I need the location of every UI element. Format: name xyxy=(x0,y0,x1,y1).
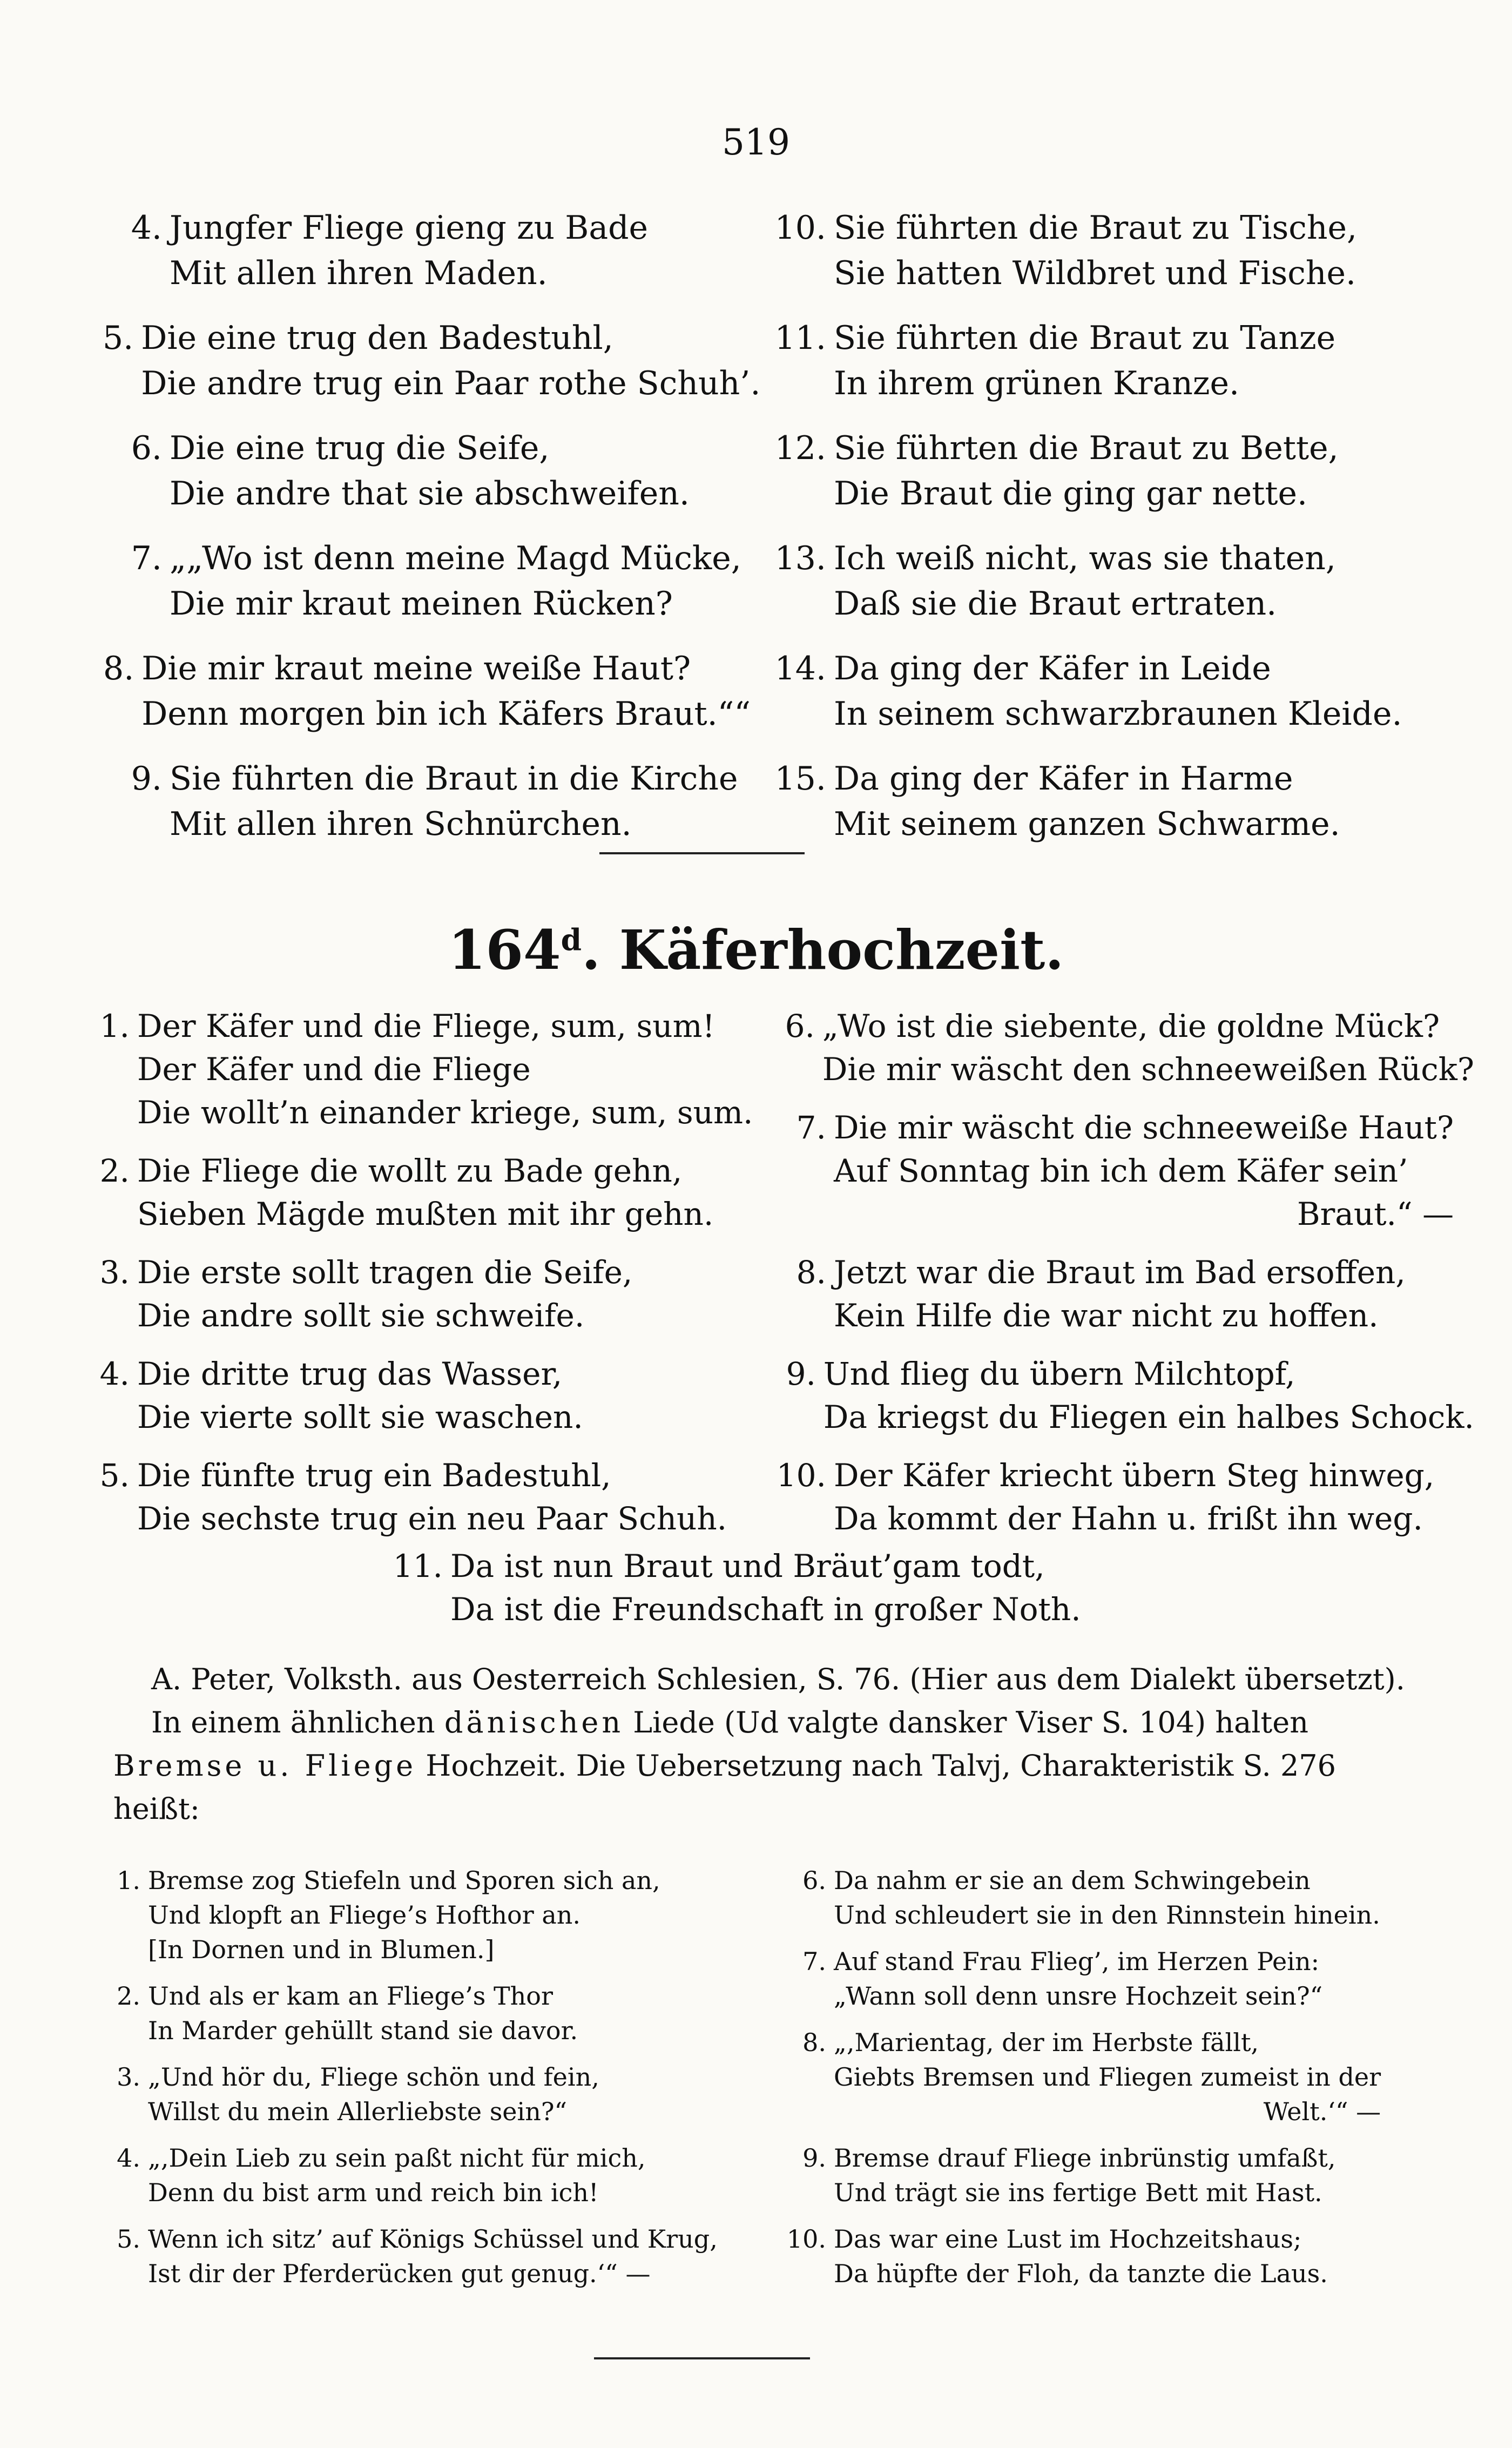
verse-line: Sie führten die Braut zu Tische, xyxy=(834,209,1358,247)
verse-line: Die andre trug ein Paar rothe Schuh’. xyxy=(141,365,761,402)
stanza-number: 6. xyxy=(131,429,162,467)
stanza-number: 1. xyxy=(117,1866,140,1895)
stanza-number: 10. xyxy=(786,2224,826,2254)
stanza-number: 10. xyxy=(774,209,826,247)
stanza-number: 7. xyxy=(802,1947,826,1976)
stanza-number: 10. xyxy=(776,1457,826,1494)
stanza xyxy=(103,205,751,296)
stanza-number: 13. xyxy=(774,539,826,577)
poem-column-left xyxy=(103,205,761,866)
verse-line: Und als er kam an Fliege’s Thor xyxy=(148,1981,553,2011)
stanza xyxy=(767,536,1442,626)
verse-line: Da ist die Freundschaft in großer Noth. xyxy=(450,1591,1081,1628)
stanza-number: 3. xyxy=(99,1254,130,1291)
song-heading xyxy=(0,918,1512,982)
verse-line: Und trägt sie ins fertige Bett mit Hast. xyxy=(834,2178,1322,2207)
stanza xyxy=(103,315,761,406)
stanza-number: 11. xyxy=(393,1548,443,1584)
stanza xyxy=(767,205,1442,296)
commentary xyxy=(113,1658,1420,1831)
stanza xyxy=(65,1352,767,1439)
verse-line: Bremse zog Stiefeln und Sporen sich an, xyxy=(148,1866,660,1895)
verse-line: In seinem schwarzbraunen Kleide. xyxy=(834,695,1402,733)
verse-line: Die Fliege die wollt zu Bade gehn, xyxy=(137,1152,683,1189)
verse-line: Die andre sollt sie schweife. xyxy=(137,1297,585,1334)
stanza-number: 2. xyxy=(117,1981,140,2011)
stanza-number: 5. xyxy=(99,1457,130,1494)
verse-line: Da nahm er sie an dem Schwingebein xyxy=(834,1866,1311,1895)
stanza xyxy=(65,1004,767,1134)
stanza-number: 4. xyxy=(99,1355,130,1392)
verse-line: Sieben Mägde mußten mit ihr gehn. xyxy=(137,1196,714,1232)
verse-line: Das war eine Lust im Hochzeitshaus; xyxy=(834,2224,1302,2254)
comparison-note: In einem ähnlichen dänischen Liede (Ud valgte dansker Viser S. 104) halten Bremse u. Fliege Hochzeit. Die Uebersetzung nach Talvj, Charakteristik S. 276 heißt: xyxy=(113,1705,1336,1826)
stanza-number: 5. xyxy=(117,2224,140,2254)
verse-line: Die vierte sollt sie waschen. xyxy=(137,1399,583,1435)
stanza xyxy=(103,756,751,847)
stanza xyxy=(65,1251,767,1337)
verse-line: Und schleudert sie in den Rinnstein hinein. xyxy=(834,1900,1380,1930)
verse-line: Denn morgen bin ich Käfers Braut.““ xyxy=(141,695,751,733)
translation-column-right xyxy=(767,1863,1431,2303)
verse-line: Und klopft an Fliege’s Hofthor an. xyxy=(148,1900,581,1930)
stanza-number: 9. xyxy=(786,1355,816,1392)
stanza xyxy=(761,1004,1474,1091)
verse-line: Der Käfer und die Fliege xyxy=(137,1051,531,1088)
verse-line: Die mir wäscht den schneeweißen Rück? xyxy=(822,1051,1474,1088)
stanza-number: 4. xyxy=(117,2143,140,2173)
verse-line: „„Wo ist denn meine Magd Mücke, xyxy=(170,539,741,577)
verse-line: Auf Sonntag bin ich dem Käfer sein’ xyxy=(834,1152,1408,1189)
final-stanza xyxy=(378,1545,1081,1631)
verse-line: Giebts Bremsen und Fliegen zumeist in der xyxy=(834,2062,1381,2092)
song-title: . Käferhochzeit. xyxy=(582,918,1064,982)
stanza xyxy=(761,1106,1474,1236)
stanza xyxy=(65,1454,767,1540)
stanza-number: 6. xyxy=(785,1008,815,1044)
song-column-left xyxy=(65,1004,767,1555)
verse-line: Ist dir der Pferderücken gut genug.‘“ — xyxy=(148,2259,651,2288)
verse-line: Auf stand Frau Flieg’, im Herzen Pein: xyxy=(834,1947,1320,1976)
stanza-number: 7. xyxy=(796,1109,826,1146)
stanza xyxy=(767,2222,1431,2291)
stanza xyxy=(767,1863,1431,1932)
song-number-sup: d xyxy=(561,922,582,957)
stanza-number: 9. xyxy=(802,2143,826,2173)
verse-line: Die mir wäscht die schneeweiße Haut? xyxy=(834,1109,1454,1146)
stanza-number: 8. xyxy=(103,650,134,687)
stanza xyxy=(767,315,1442,406)
verse-line-continuation: Braut.“ — xyxy=(1297,1196,1454,1232)
verse-line: Da kriegst du Fliegen ein halbes Schock. xyxy=(823,1399,1474,1435)
verse-line: Sie hatten Wildbret und Fische. xyxy=(834,254,1356,292)
stanza-number: 1. xyxy=(99,1008,130,1044)
stanza xyxy=(767,646,1442,737)
verse-line: Die fünfte trug ein Badestuhl, xyxy=(137,1457,611,1494)
verse-line: Mit allen ihren Schnürchen. xyxy=(170,805,632,843)
verse-line: Ich weiß nicht, was sie thaten, xyxy=(834,539,1336,577)
verse-line: In ihrem grünen Kranze. xyxy=(834,365,1240,402)
verse-line: Kein Hilfe die war nicht zu hoffen. xyxy=(834,1297,1379,1334)
verse-line: Bremse drauf Fliege inbrünstig umfaßt, xyxy=(834,2143,1336,2173)
stanza-number: 3. xyxy=(117,2062,140,2092)
verse-line: Und flieg du übern Milchtopf, xyxy=(823,1355,1295,1392)
stanza xyxy=(761,1352,1474,1439)
translation-column-left xyxy=(81,1863,772,2303)
stanza-number: 15. xyxy=(774,760,826,798)
section-divider xyxy=(599,852,805,854)
stanza-number: 9. xyxy=(131,760,162,798)
stanza xyxy=(767,1944,1431,2013)
stanza-number: 4. xyxy=(131,209,162,247)
verse-line: Die mir kraut meinen Rücken? xyxy=(170,585,673,623)
stanza-number: 7. xyxy=(131,539,162,577)
verse-line: Die andre that sie abschweifen. xyxy=(170,475,690,512)
stanza xyxy=(81,2141,772,2210)
stanza-number: 2. xyxy=(99,1152,130,1189)
stanza xyxy=(103,536,751,626)
end-divider xyxy=(594,2357,810,2359)
stanza xyxy=(767,2141,1431,2210)
verse-line: Der Käfer kriecht übern Steg hinweg, xyxy=(834,1457,1435,1494)
verse-line: Die mir kraut meine weiße Haut? xyxy=(141,650,691,687)
verse-line: „,Dein Lieb zu sein paßt nicht für mich, xyxy=(148,2143,646,2173)
verse-line-continuation: Welt.‘“ — xyxy=(1263,2097,1381,2126)
page-number: 519 xyxy=(722,122,790,163)
stanza-number: 6. xyxy=(802,1866,826,1895)
verse-line: Die eine trug die Seife, xyxy=(170,429,550,467)
verse-line: „Wann soll denn unsre Hochzeit sein?“ xyxy=(834,1981,1323,2011)
verse-line: „Und hör du, Fliege schön und fein, xyxy=(148,2062,599,2092)
verse-line: Wenn ich sitz’ auf Königs Schüssel und Krug, xyxy=(148,2224,718,2254)
song-column-right xyxy=(761,1004,1474,1555)
verse-line: Daß sie die Braut ertraten. xyxy=(834,585,1277,623)
stanza xyxy=(761,1251,1474,1337)
verse-line: Da ist nun Braut und Bräut’gam todt, xyxy=(450,1548,1045,1584)
verse-line: Jetzt war die Braut im Bad ersoffen, xyxy=(834,1254,1406,1291)
verse-line: Da hüpfte der Floh, da tanzte die Laus. xyxy=(834,2259,1328,2288)
poem-column-right xyxy=(767,205,1442,866)
stanza xyxy=(767,426,1442,516)
stanza-number: 8. xyxy=(802,2028,826,2057)
stanza-number: 8. xyxy=(796,1254,826,1291)
verse-line: „,Marientag, der im Herbste fällt, xyxy=(834,2028,1259,2057)
verse-line: In Marder gehüllt stand sie davor. xyxy=(148,2016,578,2045)
verse-line: Die wollt’n einander kriege, sum, sum. xyxy=(137,1094,753,1131)
verse-line: Willst du mein Allerliebste sein?“ xyxy=(148,2097,568,2126)
verse-line: Die Braut die ging gar nette. xyxy=(834,475,1308,512)
verse-line: Mit allen ihren Maden. xyxy=(170,254,548,292)
verse-line: Die sechste trug ein neu Paar Schuh. xyxy=(137,1500,727,1537)
verse-line: Jungfer Fliege gieng zu Bade xyxy=(170,209,649,247)
stanza xyxy=(65,1149,767,1236)
verse-line: „Wo ist die siebente, die goldne Mück? xyxy=(822,1008,1440,1044)
stanza-number: 5. xyxy=(103,319,134,357)
stanza-number: 12. xyxy=(774,429,826,467)
verse-line: Da ging der Käfer in Harme xyxy=(834,760,1293,798)
verse-line: Da ging der Käfer in Leide xyxy=(834,650,1271,687)
stanza xyxy=(103,646,751,737)
stanza xyxy=(767,2025,1431,2129)
stanza-number: 11. xyxy=(774,319,826,357)
verse-line: Die erste sollt tragen die Seife, xyxy=(137,1254,633,1291)
verse-line: Sie führten die Braut in die Kirche xyxy=(170,760,738,798)
stanza-number: 14. xyxy=(774,650,826,687)
verse-line: Mit seinem ganzen Schwarme. xyxy=(834,805,1340,843)
stanza xyxy=(761,1454,1474,1540)
stanza xyxy=(81,2222,772,2291)
verse-line: Sie führten die Braut zu Tanze xyxy=(834,319,1336,357)
stanza xyxy=(81,1979,772,2048)
verse-line: Denn du bist arm und reich bin ich! xyxy=(148,2178,599,2207)
verse-line: [In Dornen und in Blumen.] xyxy=(148,1935,495,1964)
stanza xyxy=(81,1863,772,1967)
verse-line: Die eine trug den Badestuhl, xyxy=(141,319,613,357)
song-number: 164 xyxy=(448,918,561,982)
verse-line: Die dritte trug das Wasser, xyxy=(137,1355,563,1392)
verse-line: Da kommt der Hahn u. frißt ihn weg. xyxy=(834,1500,1423,1537)
stanza xyxy=(767,756,1442,847)
source-citation: A. Peter, Volksth. aus Oesterreich Schlesien, S. 76. (Hier aus dem Dialekt übersetzt). xyxy=(151,1662,1405,1696)
verse-line: Der Käfer und die Fliege, sum, sum! xyxy=(137,1008,715,1044)
verse-line: Sie führten die Braut zu Bette, xyxy=(834,429,1339,467)
stanza xyxy=(103,426,751,516)
stanza xyxy=(81,2060,772,2129)
